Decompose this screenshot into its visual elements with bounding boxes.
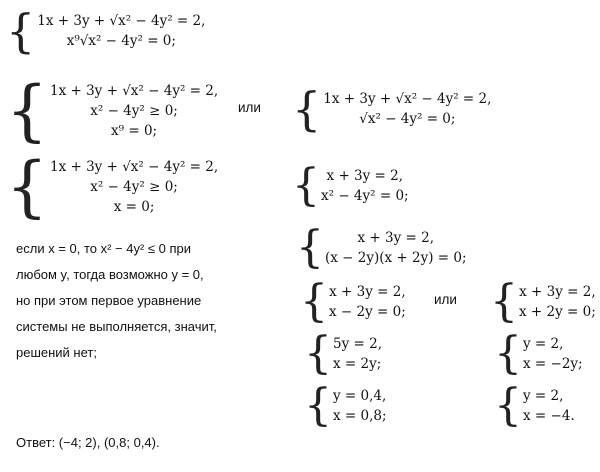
explanation-line: но при этом первое уравнение (16, 293, 202, 308)
system-brace: { (6, 148, 48, 225)
system-brace: { (490, 276, 518, 327)
equation: 1x + 3y + √x² − 4y² = 2, (37, 13, 206, 29)
system-4 (6, 148, 219, 225)
equation: 1x + 3y + √x² − 4y² = 2, (323, 91, 492, 107)
equation: √x² − 4y² = 0; (359, 111, 456, 127)
or-word: или (238, 100, 261, 115)
system-11 (304, 380, 387, 431)
equation: x + 3y = 2, (329, 284, 406, 300)
equation: y = 2, (523, 388, 564, 404)
equation: x = 0; (113, 199, 155, 215)
explanation-line: любом y, тогда возможно y = 0, (16, 267, 204, 282)
system-brace: { (292, 82, 322, 136)
system-1 (6, 4, 206, 58)
equation: 1x + 3y + √x² − 4y² = 2, (50, 159, 219, 175)
system-2 (6, 72, 219, 149)
system-brace: { (494, 328, 522, 379)
equation: x = 0,8; (333, 408, 387, 424)
system-brace: { (304, 380, 332, 431)
equation: x + 3y = 2, (357, 230, 435, 246)
explanation-line: если x = 0, то x² − 4y² ≤ 0 при (16, 241, 192, 256)
equation: x + 2y = 0; (519, 304, 596, 320)
system-brace: { (292, 160, 320, 211)
equation: x² − 4y² ≥ 0; (90, 103, 178, 119)
system-8 (490, 276, 596, 327)
system-brace: { (300, 276, 328, 327)
equation: x² − 4y² ≥ 0; (90, 179, 178, 195)
equation: 1x + 3y + √x² − 4y² = 2, (50, 83, 219, 99)
equation: y = 2, (523, 336, 564, 352)
equation: x⁹√x² − 4y² = 0; (66, 33, 176, 49)
equation: x = −4. (523, 408, 575, 424)
system-brace: { (296, 222, 324, 273)
equation: x = 2y; (333, 356, 382, 372)
equation: x + 3y = 2, (519, 284, 596, 300)
or-word: или (434, 292, 457, 307)
system-12 (494, 380, 575, 431)
system-brace: { (6, 4, 36, 58)
equation: x − 2y = 0; (329, 304, 406, 320)
system-9 (304, 328, 382, 379)
system-6 (296, 222, 467, 273)
equation: x⁹ = 0; (111, 123, 158, 139)
system-brace: { (6, 72, 48, 149)
equation: (x − 2y)(x + 2y) = 0; (325, 250, 467, 266)
answer-line: Ответ: (−4; 2), (0,8; 0,4). (16, 435, 160, 450)
equation: x + 3y = 2, (326, 168, 404, 184)
system-brace: { (304, 328, 332, 379)
equation: x² − 4y² = 0; (321, 188, 409, 204)
equation: y = 0,4, (333, 388, 387, 404)
equation: 5y = 2, (333, 336, 382, 352)
system-7 (300, 276, 406, 327)
system-5 (292, 160, 409, 211)
equation: x = −2y; (523, 356, 583, 372)
explanation-line: решений нет; (16, 345, 97, 360)
system-brace: { (494, 380, 522, 431)
system-10 (494, 328, 583, 379)
explanation-line: системы не выполняется, значит, (16, 319, 217, 334)
system-3 (292, 82, 492, 136)
